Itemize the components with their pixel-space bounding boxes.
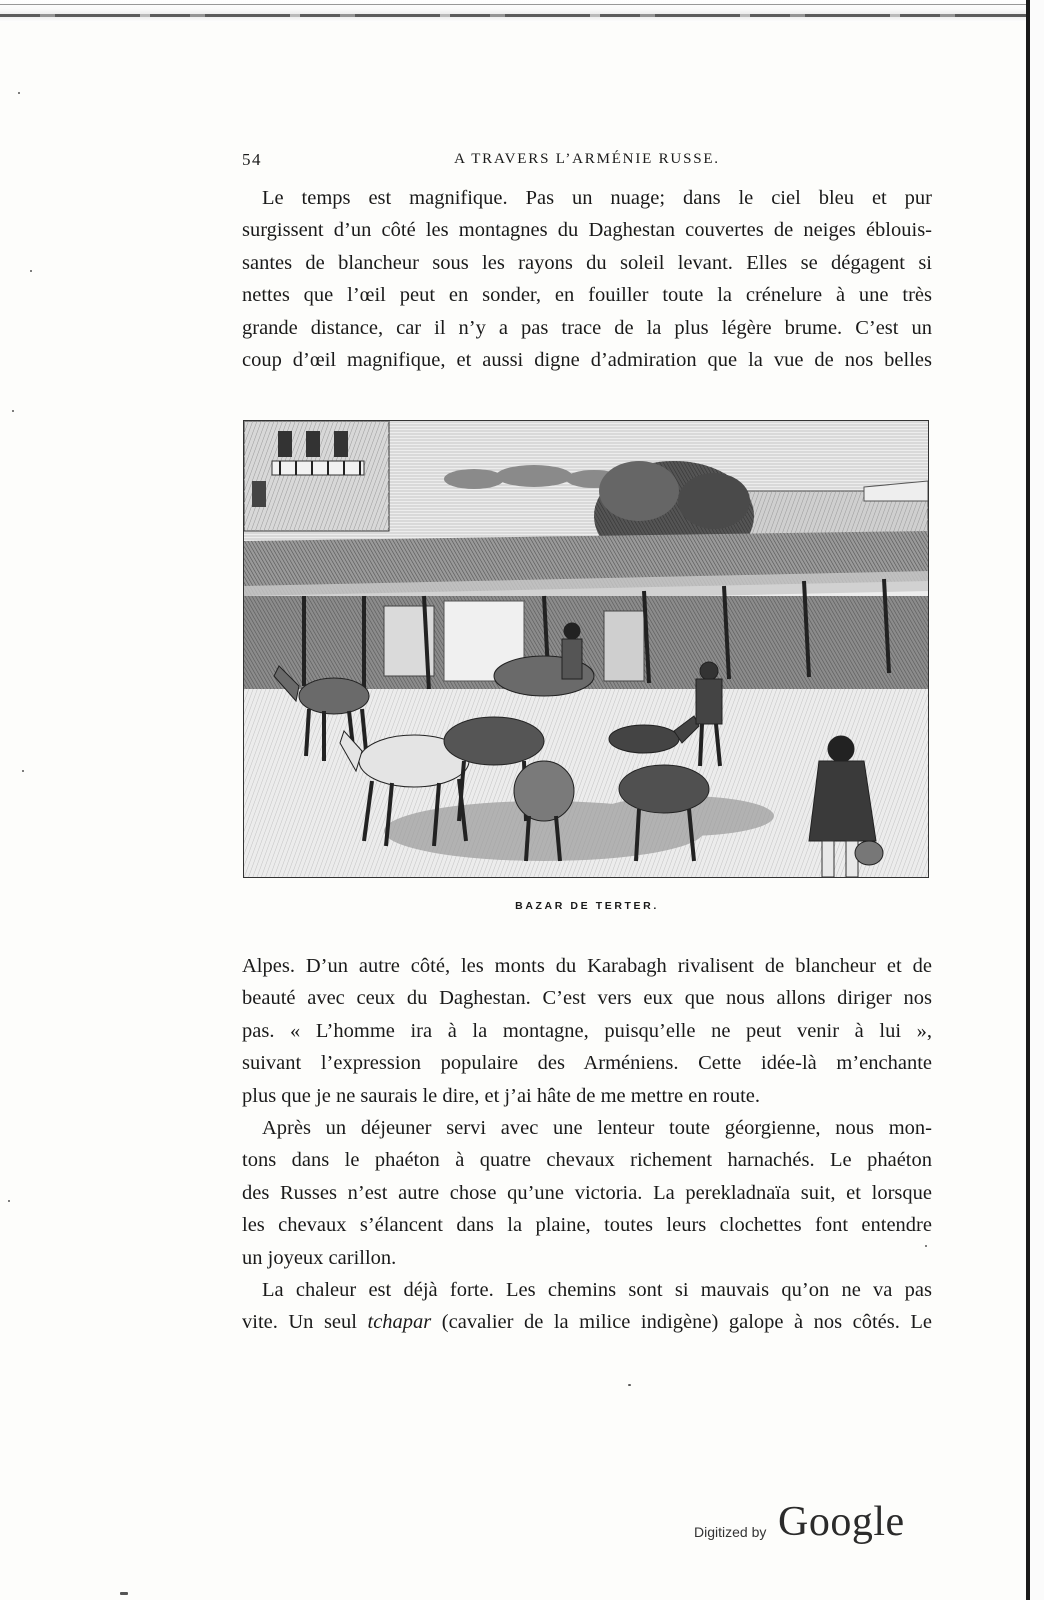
running-title: A TRAVERS L’ARMÉNIE RUSSE. [454, 151, 720, 167]
scan-top-border [0, 14, 1044, 17]
running-head [242, 150, 932, 172]
text-line: Après un déjeuner servi avec une lenteur toute géorgienne, nous mon- [262, 1117, 932, 1140]
scan-top-rule [0, 4, 1044, 5]
stall-roof [244, 531, 928, 606]
watermark-prefix: Digitized by [694, 1524, 767, 1540]
italic-term: tchapar [367, 1311, 432, 1334]
scan-speck [22, 770, 24, 772]
scan-speck [120, 1592, 128, 1595]
text-line: plus que je ne saurais le dire, et j’ai hâte de me mettre en route. [242, 1084, 760, 1107]
text-fragment: vite. Un seul [242, 1311, 368, 1334]
watermark-brand: Google [778, 1499, 905, 1545]
engraving-bazar-illustration [243, 420, 929, 878]
scan-right-border [1026, 0, 1030, 1600]
text-line: La chaleur est déjà forte. Les chemins sont si mauvais qu’on ne va pas [262, 1279, 932, 1302]
text-line: coup d’œil magnifique, et aussi digne d’admiration que la vue de nos belles [242, 349, 932, 372]
text-line: beauté avec ceux du Daghestan. C’est vers eux que nous allons diriger nos [242, 987, 932, 1010]
scan-speck [18, 92, 20, 94]
scan-speck [628, 1384, 631, 1386]
figure-caption: BAZAR DE TERTER. [515, 900, 659, 912]
text-line: Le temps est magnifique. Pas un nuage; dans le ciel bleu et pur [262, 187, 932, 209]
text-line: des Russes n’est autre chose qu’une victoria. La perekladnaïa suit, et lorsque [242, 1181, 932, 1204]
scan-speck [30, 270, 32, 272]
page-number: 54 [242, 150, 262, 169]
engraving-drawing [244, 421, 928, 877]
digitization-watermark [690, 1498, 930, 1558]
text-line: suivant l’expression populaire des Arméniens. Cette idée-là m’enchante [242, 1052, 932, 1075]
text-fragment: (cavalier de la milice indigène) galope à nos côtés. Le [431, 1311, 932, 1334]
paragraph-before-figure [242, 182, 932, 376]
text-line: pas. « L’homme ira à la montagne, puisqu’elle ne peut venir à lui », [242, 1019, 932, 1042]
text-line: tons dans le phaéton à quatre chevaux richement harnachés. Le phaéton [242, 1149, 932, 1172]
text-line: nettes que l’œil peut en sonder, en fouiller toute la crénelure à une très [242, 284, 932, 307]
text-line: grande distance, car il n’y a pas trace de la plus légère brume. C’est un [242, 316, 932, 339]
text-line: santes de blancheur sous les rayons du soleil levant. Elles se dégagent si [242, 251, 932, 274]
scan-right-margin [1030, 0, 1044, 1600]
scan-speck [12, 410, 14, 412]
scan-speck [8, 1200, 10, 1202]
building-left [244, 421, 389, 531]
text-line: un joyeux carillon. [242, 1246, 397, 1269]
text-line [242, 1306, 932, 1338]
text-line: les chevaux s’élancent dans la plaine, toutes leurs clochettes font entendre [242, 1214, 932, 1237]
paragraphs-after-figure [242, 950, 932, 1339]
text-line: Alpes. D’un autre côté, les monts du Karabagh rivalisent de blancheur et de [242, 955, 932, 977]
text-line: surgissent d’un côté les montagnes du Daghestan couvertes de neiges éblouis- [242, 219, 932, 242]
